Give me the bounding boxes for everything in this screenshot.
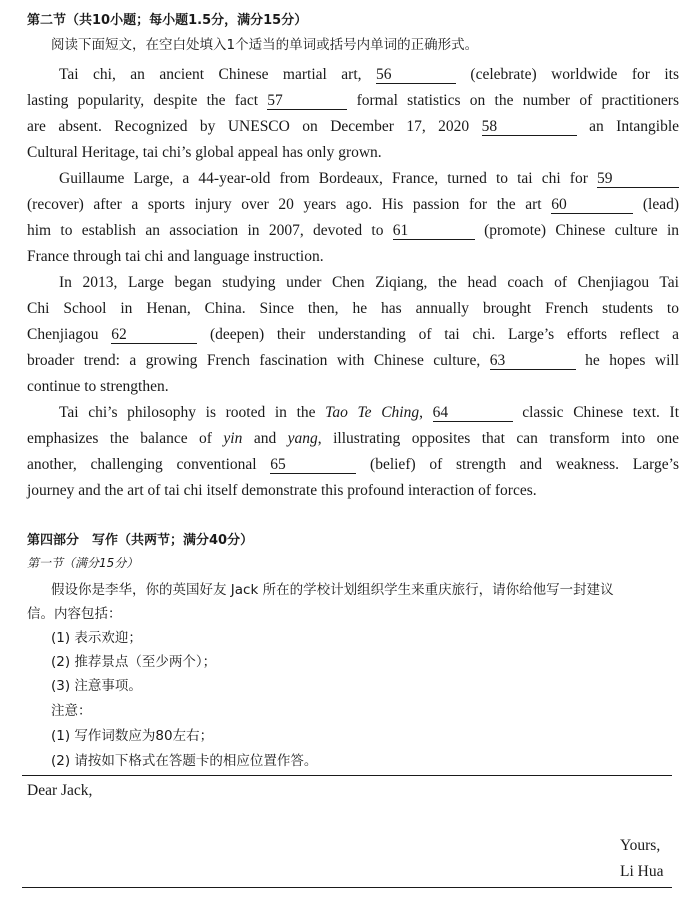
text: Tai chi’s philosophy is rooted in the [59,404,316,421]
p1-line4: Cultural Heritage, tai chi’s global appeal has only grown. [27,144,382,161]
letter-closing: Yours, [620,837,661,854]
p1-line1 [59,65,679,85]
content-item-3: (3) 注意事项。 [51,678,142,694]
text: are absent. Recognized by UNESCO on December 17, 2020 [27,118,470,135]
note-label: 注意： [51,703,92,719]
text: Tai chi, an ancient Chinese martial art, [59,66,362,83]
text: (recover) after a sports injury over 20 years ago. His passion for the art [27,196,542,213]
book-title: Tao Te Ching [325,404,420,421]
content-item-2: (2) 推荐景点（至少两个）； [51,654,217,670]
p1-line2 [27,91,679,111]
text: (deepen) their understanding of tai chi. Large’s efforts reflect a [209,326,679,343]
letter-greeting: Dear Jack, [27,782,93,799]
text: Guillaume Large, a 44-year-old from Bordeaux, France, turned to tai chi for [59,170,588,187]
text: emphasizes the balance of [27,430,212,447]
part4-subheader: 第一节（满分15分） [27,556,139,570]
text: lasting popularity, despite the fact [27,92,259,109]
p2-line4: France through tai chi and language instruction. [27,248,324,265]
p4-line4: journey and the art of tai chi itself demonstrate this profound interaction of forces. [27,482,537,499]
text: (belief) of strength and weakness. Large’s [370,456,679,473]
blank-61[interactable]: 61 [393,223,475,240]
writing-prompt-line1: 假设你是李华，你的英国好友 Jack 所在的学校计划组织学生来重庆旅行，请你给他写一封建议 [51,582,614,598]
p4-line2 [27,429,679,449]
text: he hopes will [585,352,679,369]
blank-65[interactable]: 65 [270,457,356,474]
p2-line2 [27,195,679,215]
content-item-1: (1) 表示欢迎； [51,630,142,646]
blank-62[interactable]: 62 [111,327,197,344]
p4-line1 [59,403,679,423]
section2-header: 第二节（共10小题；每小题1.5分，满分15分） [27,13,308,28]
text: an Intangible [589,118,680,135]
note-item-1: (1) 写作词数应为80左右； [51,728,214,744]
text: him to establish an association in 2007, devoted to [27,222,384,239]
p4-line3 [27,455,679,475]
text: classic Chinese text. It [522,404,680,421]
section2-instruction: 阅读下面短文，在空白处填入1个适当的单词或括号内单词的正确形式。 [51,37,479,53]
p3-line4 [27,351,679,371]
text: , [419,404,423,421]
blank-57[interactable]: 57 [267,93,347,110]
note-item-2: (2) 请按如下格式在答题卡的相应位置作答。 [51,753,318,769]
blank-64[interactable]: 64 [433,405,513,422]
text: formal statistics on the number of practitioners [356,92,680,109]
text: and [253,430,277,447]
text: (promote) Chinese culture in [484,222,680,239]
p2-line3 [27,221,679,241]
p1-line3 [27,117,679,137]
term-yin: yin [223,430,243,447]
divider-bottom [22,887,672,888]
blank-63[interactable]: 63 [490,353,576,370]
text: Chenjiagou [27,326,99,343]
writing-prompt-line2: 信。内容包括： [27,606,122,622]
text: , illustrating opposites that can transform into one [317,430,680,447]
text: broader trend: a growing French fascination with Chinese culture, [27,352,481,369]
text: (celebrate) worldwide for its [470,66,679,83]
term-yang: yang [287,430,318,447]
blank-56[interactable]: 56 [376,67,456,84]
blank-58[interactable]: 58 [482,119,577,136]
text: (lead) [642,196,679,213]
p2-line1 [59,169,679,189]
p3-line5: continue to strengthen. [27,378,169,395]
letter-signature: Li Hua [620,863,664,880]
blank-60[interactable]: 60 [551,197,633,214]
text: another, challenging conventional [27,456,257,473]
p3-line3 [27,325,679,345]
p3-line2: Chi School in Henan, China. Since then, he has annually brought French students to [27,300,679,317]
blank-59[interactable]: 59 [597,171,679,188]
p3-line1: In 2013, Large began studying under Chen Ziqiang, the head coach of Chenjiagou Tai [59,274,679,291]
part4-header: 第四部分 写作（共两节；满分40分） [27,533,254,548]
divider-top [22,775,672,776]
